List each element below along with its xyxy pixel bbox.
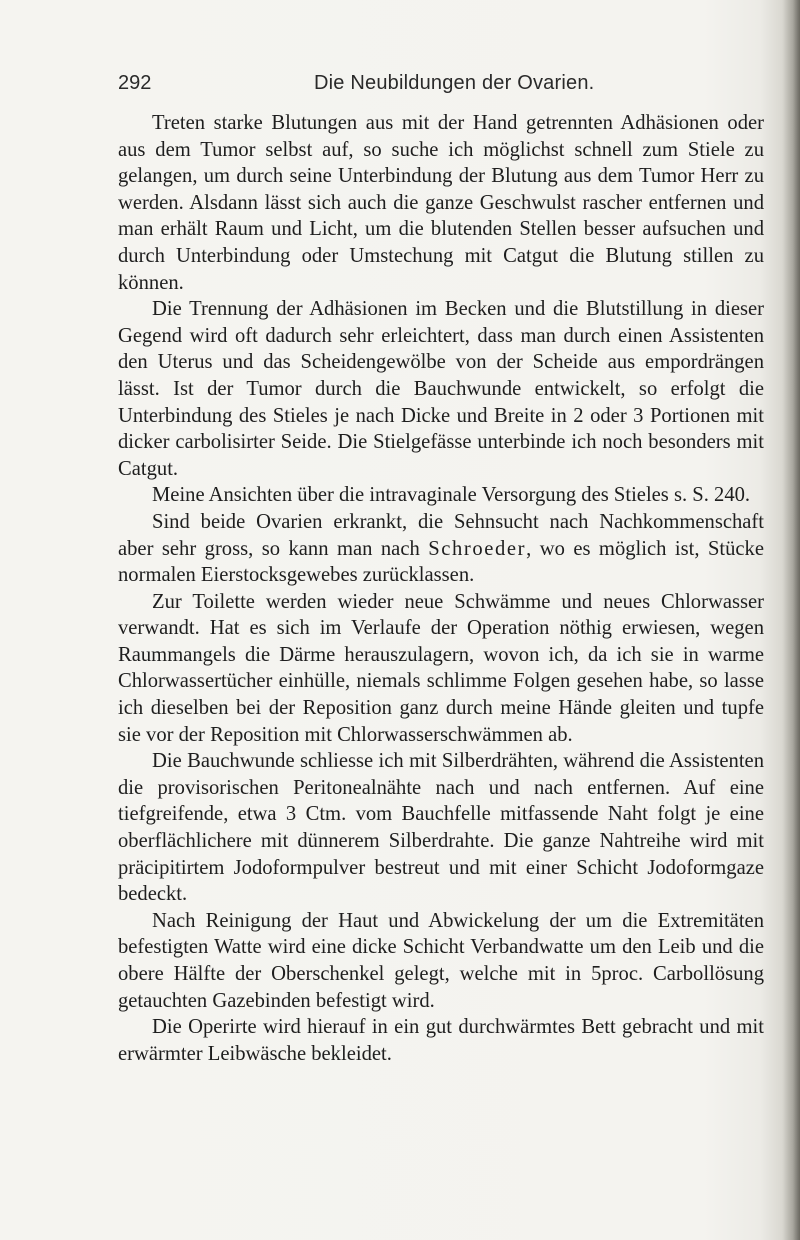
author-name: Schroeder	[428, 537, 527, 560]
paragraph: Treten starke Blutungen aus mit der Hand getrennten Adhäsionen oder aus dem Tumor selbst auf, so suche ich möglichst schnell zum Stiele zu gelangen, um durch seine Unterbindung der Blutung aus dem Tumor Herr zu werden. Alsdann lässt sich auch die ganze Geschwulst rascher entfernen und man erhält Raum und Licht, um die blutenden Stellen besser aufsuchen und durch Unterbindung oder Umstechung mit Catgut die Blutung stillen zu können.	[118, 112, 764, 294]
page-number: 292	[118, 72, 152, 94]
paragraph: Nach Reinigung der Haut und Abwickelung der um die Extremitäten befestigten Watte wird eine dicke Schicht Verbandwatte um den Leib und die obere Hälfte der Oberschenkel gelegt, welche mit in 5proc. Carbollösung getauchten Gazebinden befestigt wird.	[118, 909, 764, 1012]
body-text	[118, 110, 764, 1067]
paragraph: Zur Toilette werden wieder neue Schwämme und neues Chlorwasser verwandt. Hat es sich im Verlaufe der Operation nöthig erwiesen, wegen Raummangels die Därme herauszulagern, wovon ich, da ich sie in warme Chlorwassertücher einhülle, niemals schlimme Folgen gesehen habe, so lasse ich dieselben bei der Reposition ganz durch meine Hände gleiten und tupfe sie vor der Reposition mit Chlorwasserschwämmen ab.	[118, 590, 764, 746]
running-head: Die Neubildungen der Ovarien.	[314, 72, 595, 94]
page-header	[118, 72, 758, 102]
paragraph: Die Trennung der Adhäsionen im Becken und die Blutstillung in dieser Gegend wird oft dadurch sehr erleichtert, dass man durch einen Assistenten den Uterus und das Scheidengewölbe von der Scheide aus empordrängen lässt. Ist der Tumor durch die Bauchwunde entwickelt, so erfolgt die Unterbindung des Stieles je nach Dicke und Breite in 2 oder 3 Portionen mit dicker carbolisirter Seide. Die Stielgefässe unterbinde ich noch besonders mit Catgut.	[118, 298, 764, 480]
paragraph	[118, 509, 764, 589]
page-edge-shadow	[782, 0, 800, 1240]
paragraph-text: Sind beide Ovarien erkrankt, die Sehnsucht nach Nachkommenschaft aber sehr gross, so kann man nach	[118, 510, 764, 560]
paragraph: Die Bauchwunde schliesse ich mit Silberdrähten, während die Assistenten die provisorischen Peritonealnähte nach und nach entfernen. Auf eine tiefgreifende, etwa 3 Ctm. vom Bauchfelle mitfassende Naht folgt je eine oberflächlichere mit dünnerem Silberdrahte. Die ganze Nahtreihe wird mit präcipitirtem Jodoformpulver bestreut und mit einer Schicht Jodoformgaze bedeckt.	[118, 750, 764, 906]
paragraph: Die Operirte wird hierauf in ein gut durchwärmtes Bett gebracht und mit erwärmter Leibwäsche bekleidet.	[118, 1016, 764, 1065]
paragraph-text: , wo es möglich ist, Stücke normalen Eierstocksgewebes zurücklassen.	[118, 537, 764, 587]
paragraph: Meine Ansichten über die intravaginale Versorgung des Stieles s. S. 240.	[152, 484, 751, 507]
